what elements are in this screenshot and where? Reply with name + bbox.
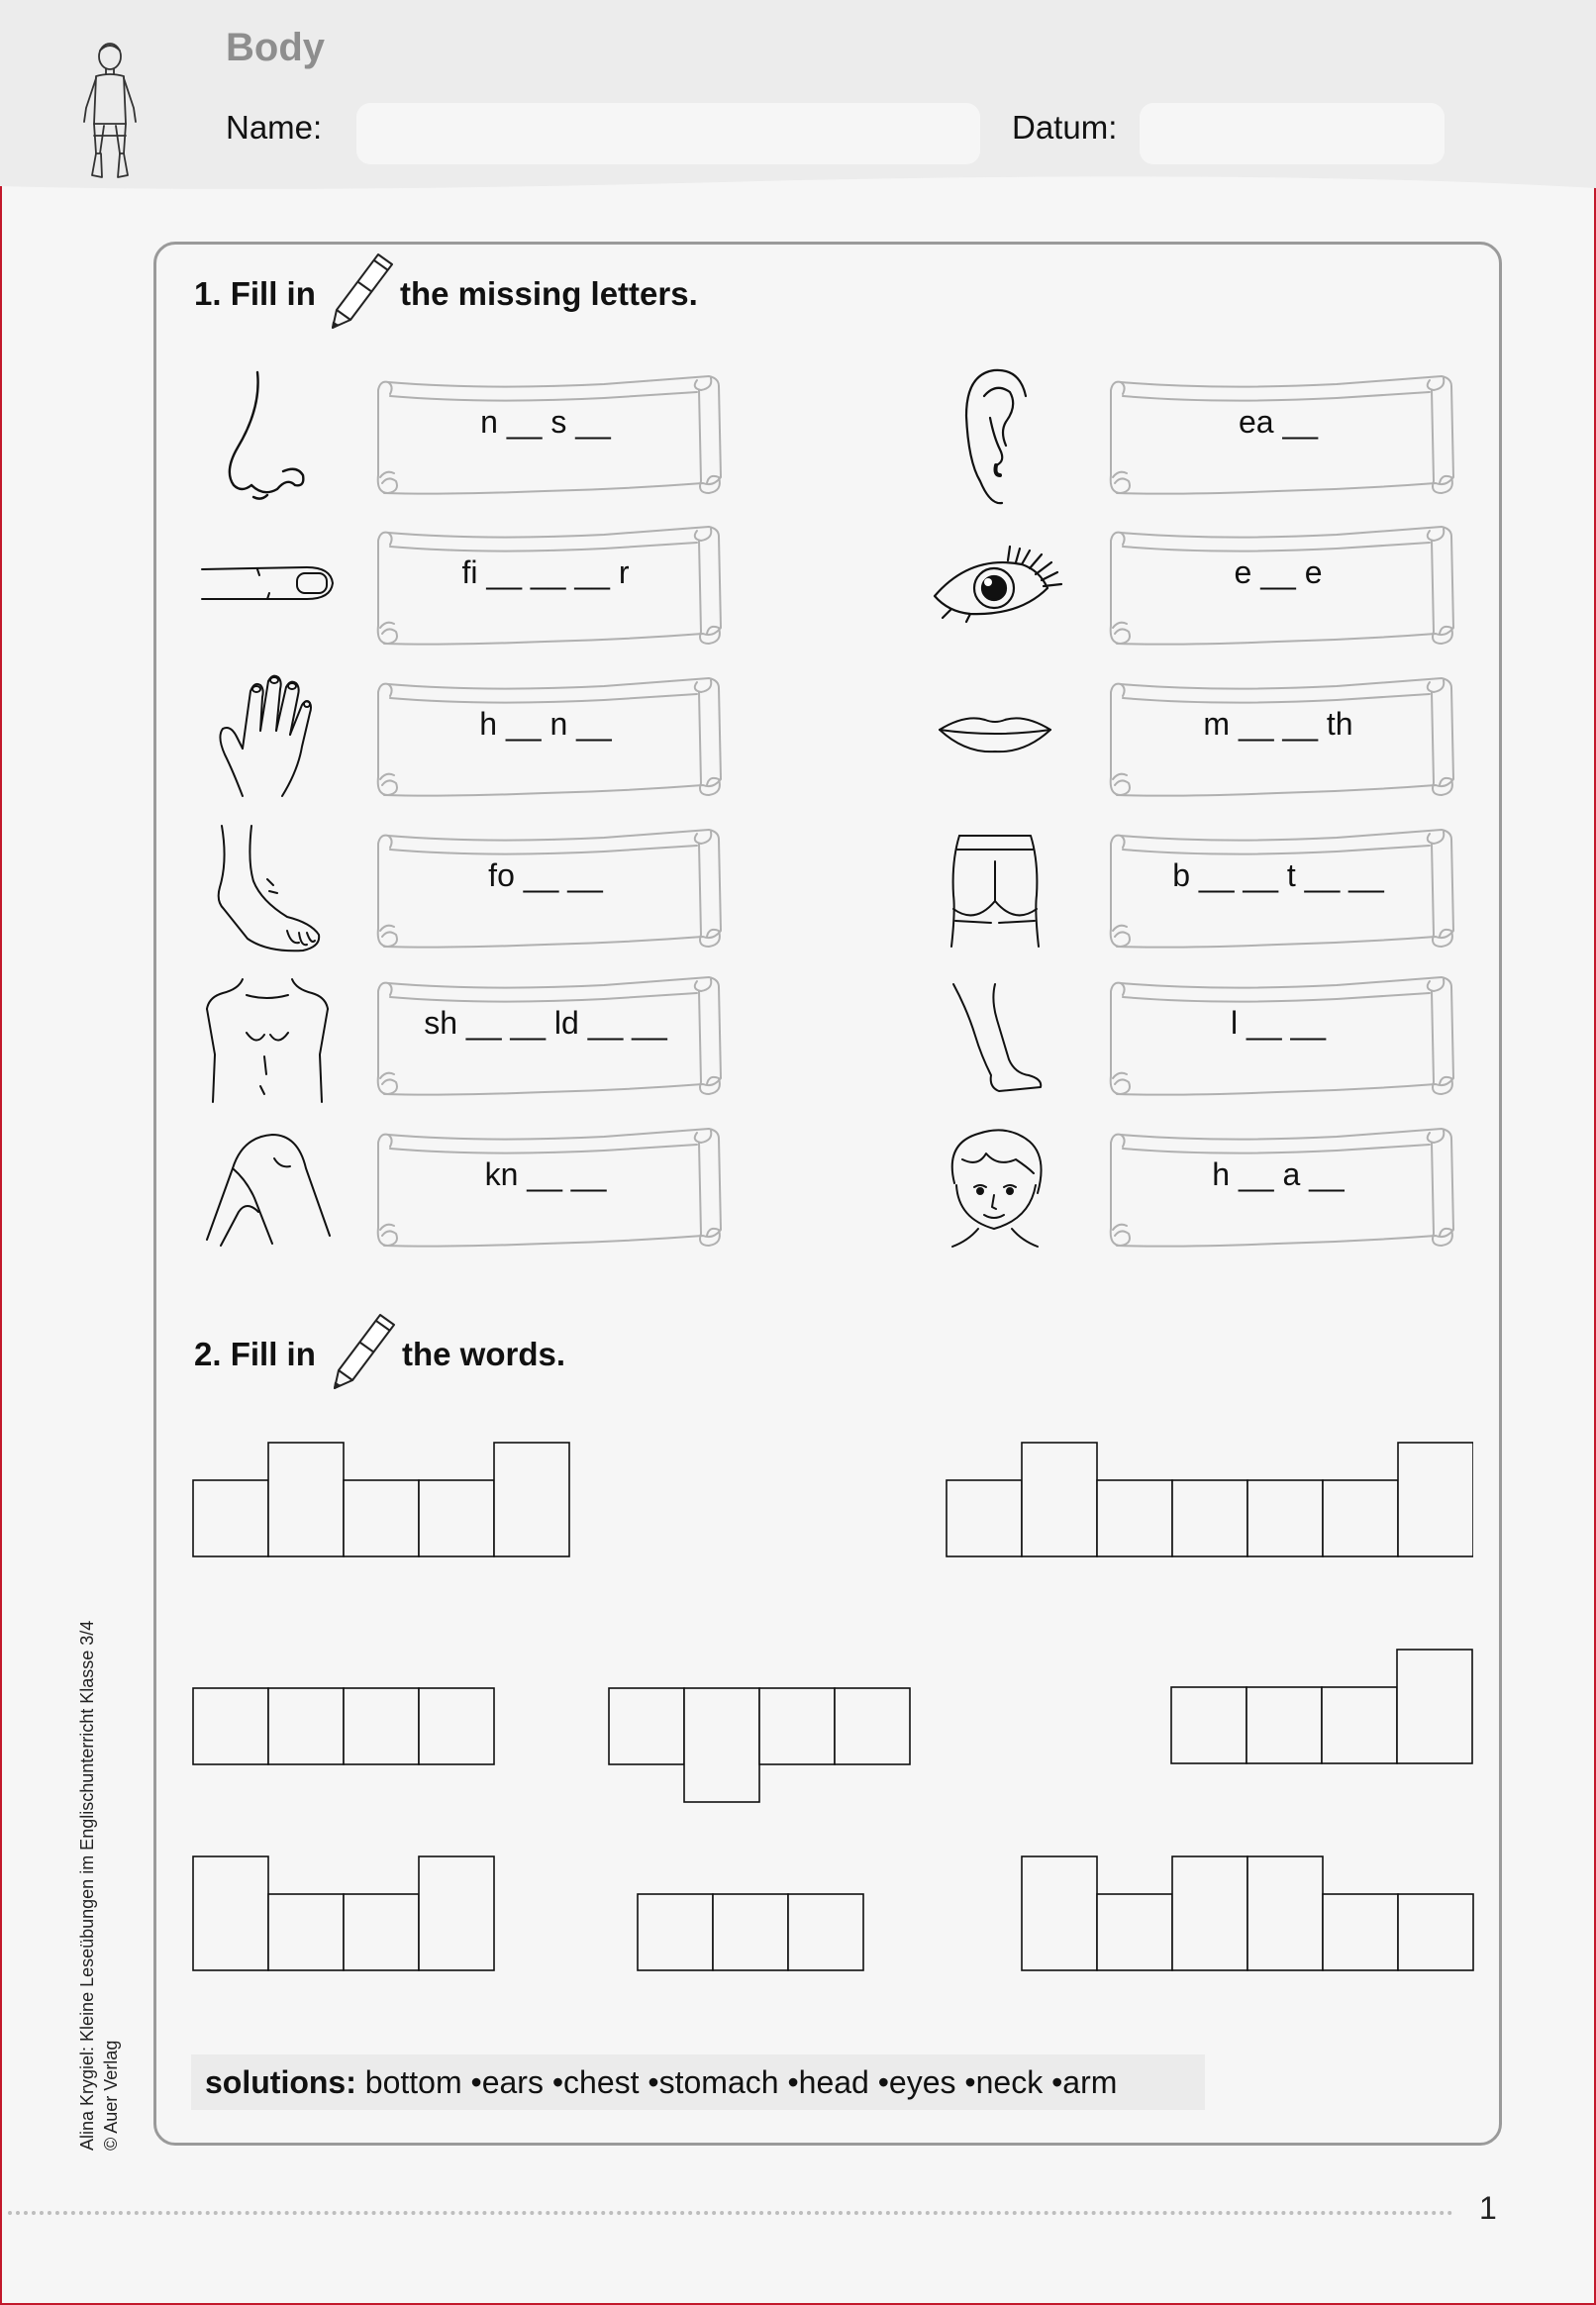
letter-box[interactable] (835, 1688, 910, 1764)
puzzle-banner-head (1099, 1127, 1457, 1252)
puzzle-text: l __ __ (1230, 1005, 1327, 1041)
puzzle-banner-ear (1099, 374, 1457, 499)
head-icon (939, 1124, 1052, 1253)
puzzle-banner-hand (366, 676, 725, 801)
letter-box[interactable] (1022, 1443, 1097, 1556)
ear-icon (960, 366, 1035, 510)
task1-suffix: the missing letters. (400, 275, 698, 312)
letter-box[interactable] (684, 1688, 759, 1802)
letter-box[interactable] (419, 1480, 494, 1556)
letter-box[interactable] (193, 1856, 268, 1970)
word-grid[interactable] (946, 1442, 1473, 1560)
bullet-separator: • (787, 2064, 799, 2100)
bottom-icon (946, 832, 1045, 951)
solution-word: bottom (364, 2064, 462, 2100)
leg-icon (946, 980, 1045, 1104)
puzzle-text: fi __ __ __ r (461, 554, 630, 590)
letter-box[interactable] (1323, 1894, 1398, 1970)
page-number: 1 (1479, 2190, 1497, 2226)
page-title: Body (226, 26, 325, 69)
puzzle-banner-eye (1099, 525, 1457, 650)
puzzle-text: m __ __ th (1203, 706, 1353, 742)
word-grid[interactable] (1021, 1855, 1474, 1974)
letter-box[interactable] (1398, 1443, 1473, 1556)
puzzle-text: e __ e (1234, 554, 1323, 590)
letter-box[interactable] (1171, 1687, 1247, 1763)
date-field[interactable] (1140, 103, 1445, 164)
hand-icon (213, 671, 317, 800)
puzzle-text: h __ a __ (1212, 1156, 1345, 1192)
puzzle-text: sh __ __ ld __ __ (424, 1005, 667, 1041)
letter-box[interactable] (609, 1688, 684, 1764)
solution-word: stomach (658, 2064, 779, 2100)
bullet-separator: • (1051, 2064, 1063, 2100)
shoulder-icon (203, 975, 332, 1104)
puzzle-text: n __ s __ (480, 404, 611, 440)
letter-box[interactable] (419, 1688, 494, 1764)
letter-box[interactable] (344, 1688, 419, 1764)
letter-box[interactable] (193, 1480, 268, 1556)
letter-box[interactable] (1172, 1856, 1247, 1970)
letter-box[interactable] (268, 1443, 344, 1556)
letter-box[interactable] (1097, 1480, 1172, 1556)
name-label: Name: (226, 109, 323, 146)
letter-box[interactable] (947, 1480, 1022, 1556)
task1-prefix: Fill in (230, 275, 316, 312)
word-grid[interactable] (192, 1442, 570, 1560)
letter-box[interactable] (1022, 1856, 1097, 1970)
mouth-icon (936, 708, 1054, 757)
solution-word: neck (975, 2064, 1044, 2100)
solution-word: eyes (888, 2064, 956, 2100)
name-field[interactable] (356, 103, 980, 164)
foot-icon (208, 822, 327, 955)
task2-prefix: Fill in (230, 1336, 316, 1372)
bullet-separator: • (470, 2064, 482, 2100)
word-grid[interactable] (637, 1893, 864, 1972)
solution-word: arm (1062, 2064, 1118, 2100)
puzzle-banner-bottom (1099, 828, 1457, 952)
word-grid[interactable] (192, 1855, 495, 1974)
finger-icon (198, 559, 337, 609)
puzzle-text: ea __ (1238, 404, 1319, 440)
puzzle-text: b __ __ t __ __ (1172, 857, 1384, 893)
puzzle-banner-knee (366, 1127, 725, 1252)
publisher-credit (75, 1621, 123, 2151)
task2-number: 2. (194, 1336, 222, 1372)
letter-box[interactable] (344, 1480, 419, 1556)
task1-heading (194, 275, 316, 313)
footer-dotted-line (8, 2211, 1453, 2215)
letter-box[interactable] (344, 1894, 419, 1970)
solution-word: ears (481, 2064, 544, 2100)
word-grid[interactable] (608, 1687, 911, 1806)
letter-box[interactable] (1247, 1856, 1323, 1970)
puzzle-text: h __ n __ (479, 706, 612, 742)
letter-box[interactable] (1172, 1480, 1247, 1556)
letter-box[interactable] (1397, 1650, 1472, 1763)
letter-box[interactable] (494, 1443, 569, 1556)
solutions-label: solutions: (205, 2064, 356, 2100)
puzzle-banner-nose (366, 374, 725, 499)
solution-word: head (798, 2064, 869, 2100)
puzzle-banner-shoulder (366, 975, 725, 1100)
puzzle-text: fo __ __ (488, 857, 603, 893)
puzzle-banner-foot (366, 828, 725, 952)
letter-box[interactable] (1097, 1894, 1172, 1970)
task2-suffix: the words. (402, 1336, 566, 1372)
bullet-separator: • (551, 2064, 564, 2100)
date-label: Datum: (1012, 109, 1118, 146)
letter-box[interactable] (1247, 1480, 1323, 1556)
letter-box[interactable] (1247, 1687, 1322, 1763)
knee-icon (203, 1129, 337, 1248)
letter-box[interactable] (788, 1894, 863, 1970)
bullet-separator: • (877, 2064, 889, 2100)
word-grid[interactable] (1170, 1649, 1473, 1767)
puzzle-text: kn __ __ (484, 1156, 607, 1192)
letter-box[interactable] (638, 1894, 713, 1970)
nose-icon (218, 368, 317, 502)
letter-box[interactable] (1322, 1687, 1397, 1763)
bullet-separator: • (964, 2064, 976, 2100)
task2-heading (194, 1336, 316, 1373)
letter-box[interactable] (1398, 1894, 1473, 1970)
puzzle-banner-leg (1099, 975, 1457, 1100)
letter-box[interactable] (268, 1894, 344, 1970)
avatar (31, 27, 188, 185)
solution-word: chest (563, 2064, 640, 2100)
eye-icon (931, 545, 1064, 624)
bullet-separator: • (648, 2064, 659, 2100)
puzzle-banner-finger (366, 525, 725, 650)
pencil-icon (331, 1311, 398, 1390)
letter-box[interactable] (419, 1856, 494, 1970)
letter-box[interactable] (759, 1688, 835, 1764)
word-grid[interactable] (192, 1687, 495, 1766)
solutions-bar (191, 2054, 1205, 2110)
letter-box[interactable] (1323, 1480, 1398, 1556)
letter-box[interactable] (268, 1688, 344, 1764)
pencil-icon (329, 251, 396, 330)
credit-line-2: © Auer Verlag (101, 2040, 121, 2151)
task1-number: 1. (194, 275, 222, 312)
letter-box[interactable] (713, 1894, 788, 1970)
child-figure-icon (31, 27, 188, 185)
letter-box[interactable] (193, 1688, 268, 1764)
puzzle-banner-mouth (1099, 676, 1457, 801)
credit-line-1: Alina Krygiel: Kleine Leseübungen im Englischunterricht Klasse 3/4 (77, 1620, 97, 2151)
